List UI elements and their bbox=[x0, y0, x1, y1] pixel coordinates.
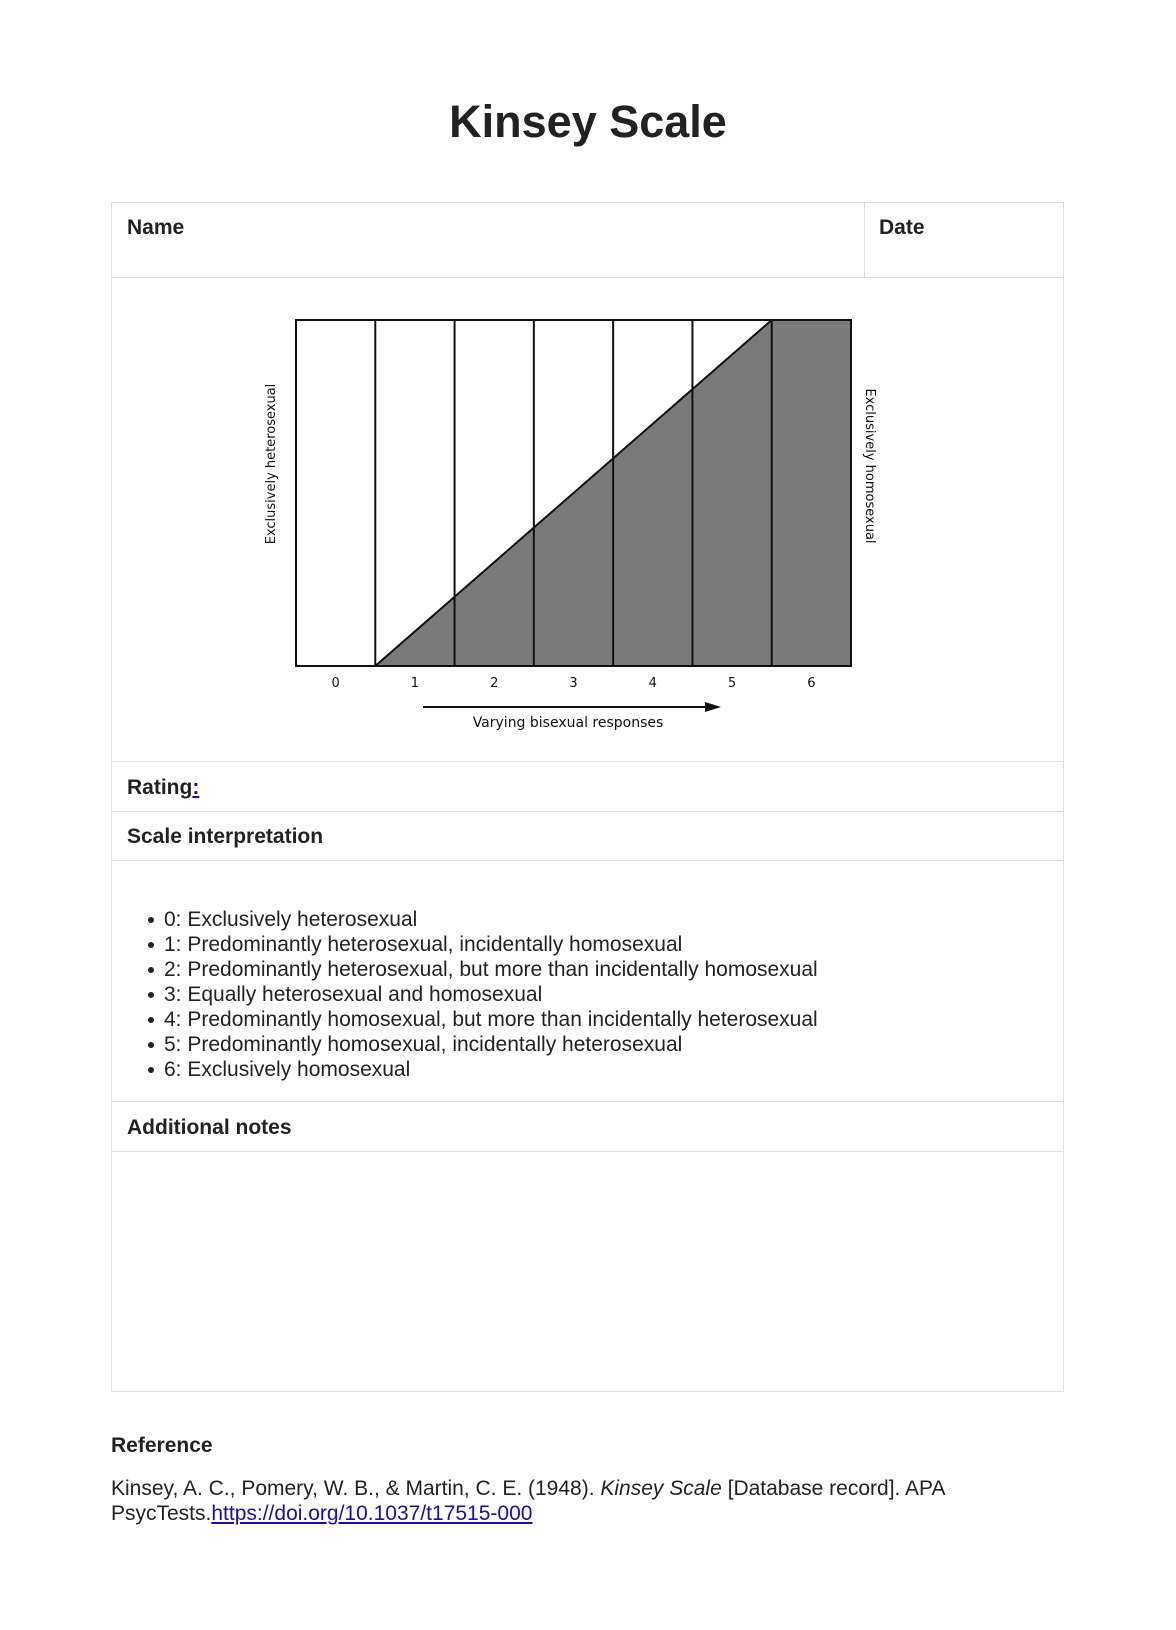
row-divider bbox=[112, 860, 1063, 861]
row-divider bbox=[112, 811, 1063, 812]
interpretation-item: 2: Predominantly heterosexual, but more than incidentally homosexual bbox=[148, 957, 818, 982]
right-axis-label: Exclusively homosexual bbox=[862, 388, 877, 544]
left-axis-label: Exclusively heterosexual bbox=[264, 383, 279, 545]
page-title: Kinsey Scale bbox=[449, 96, 727, 147]
x-axis-label: Varying bisexual responses bbox=[472, 715, 664, 731]
interpretation-item: 1: Predominantly heterosexual, incidentally homosexual bbox=[148, 932, 818, 957]
additional-notes-label: Additional notes bbox=[127, 1116, 292, 1139]
kinsey-form bbox=[111, 202, 1064, 1392]
arrow-head-icon bbox=[705, 702, 721, 712]
interpretation-item: 3: Equally heterosexual and homosexual bbox=[148, 982, 818, 1007]
scale-interpretation-label: Scale interpretation bbox=[127, 825, 324, 848]
reference-text: Kinsey, A. C., Pomery, W. B., & Martin, C. E. (1948). Kinsey Scale [Database record]. APA PsycTests.https://doi.org/10.1037/t17515-000 bbox=[111, 1477, 945, 1525]
rating-label: Rating: bbox=[127, 776, 200, 799]
category-label: 3 bbox=[569, 676, 578, 691]
rating-colon: : bbox=[192, 776, 200, 799]
reference-italic-title: Kinsey Scale bbox=[600, 1477, 722, 1500]
row-divider bbox=[112, 761, 1063, 762]
reference-link[interactable]: https://doi.org/10.1037/t17515-000 bbox=[211, 1502, 533, 1525]
interpretation-item: 6: Exclusively homosexual bbox=[148, 1057, 818, 1082]
category-label: 4 bbox=[648, 676, 657, 691]
interpretation-item: 4: Predominantly homosexual, but more than incidentally heterosexual bbox=[148, 1007, 818, 1032]
reference-title: Reference bbox=[111, 1434, 213, 1457]
category-label: 2 bbox=[490, 676, 499, 691]
category-label: 5 bbox=[727, 676, 737, 691]
interpretation-item: 0: Exclusively heterosexual bbox=[148, 907, 818, 932]
kinsey-scale-chart bbox=[112, 203, 1063, 759]
category-label: 6 bbox=[807, 676, 816, 691]
category-label: 1 bbox=[410, 676, 420, 691]
category-label: 0 bbox=[331, 676, 340, 691]
additional-notes-field[interactable] bbox=[112, 1152, 1063, 1390]
interpretation-list bbox=[148, 907, 818, 1082]
name-label: Name bbox=[127, 216, 185, 239]
row-divider bbox=[112, 1101, 1063, 1102]
date-label: Date bbox=[879, 216, 925, 239]
interpretation-item: 5: Predominantly homosexual, incidentally heterosexual bbox=[148, 1032, 818, 1057]
